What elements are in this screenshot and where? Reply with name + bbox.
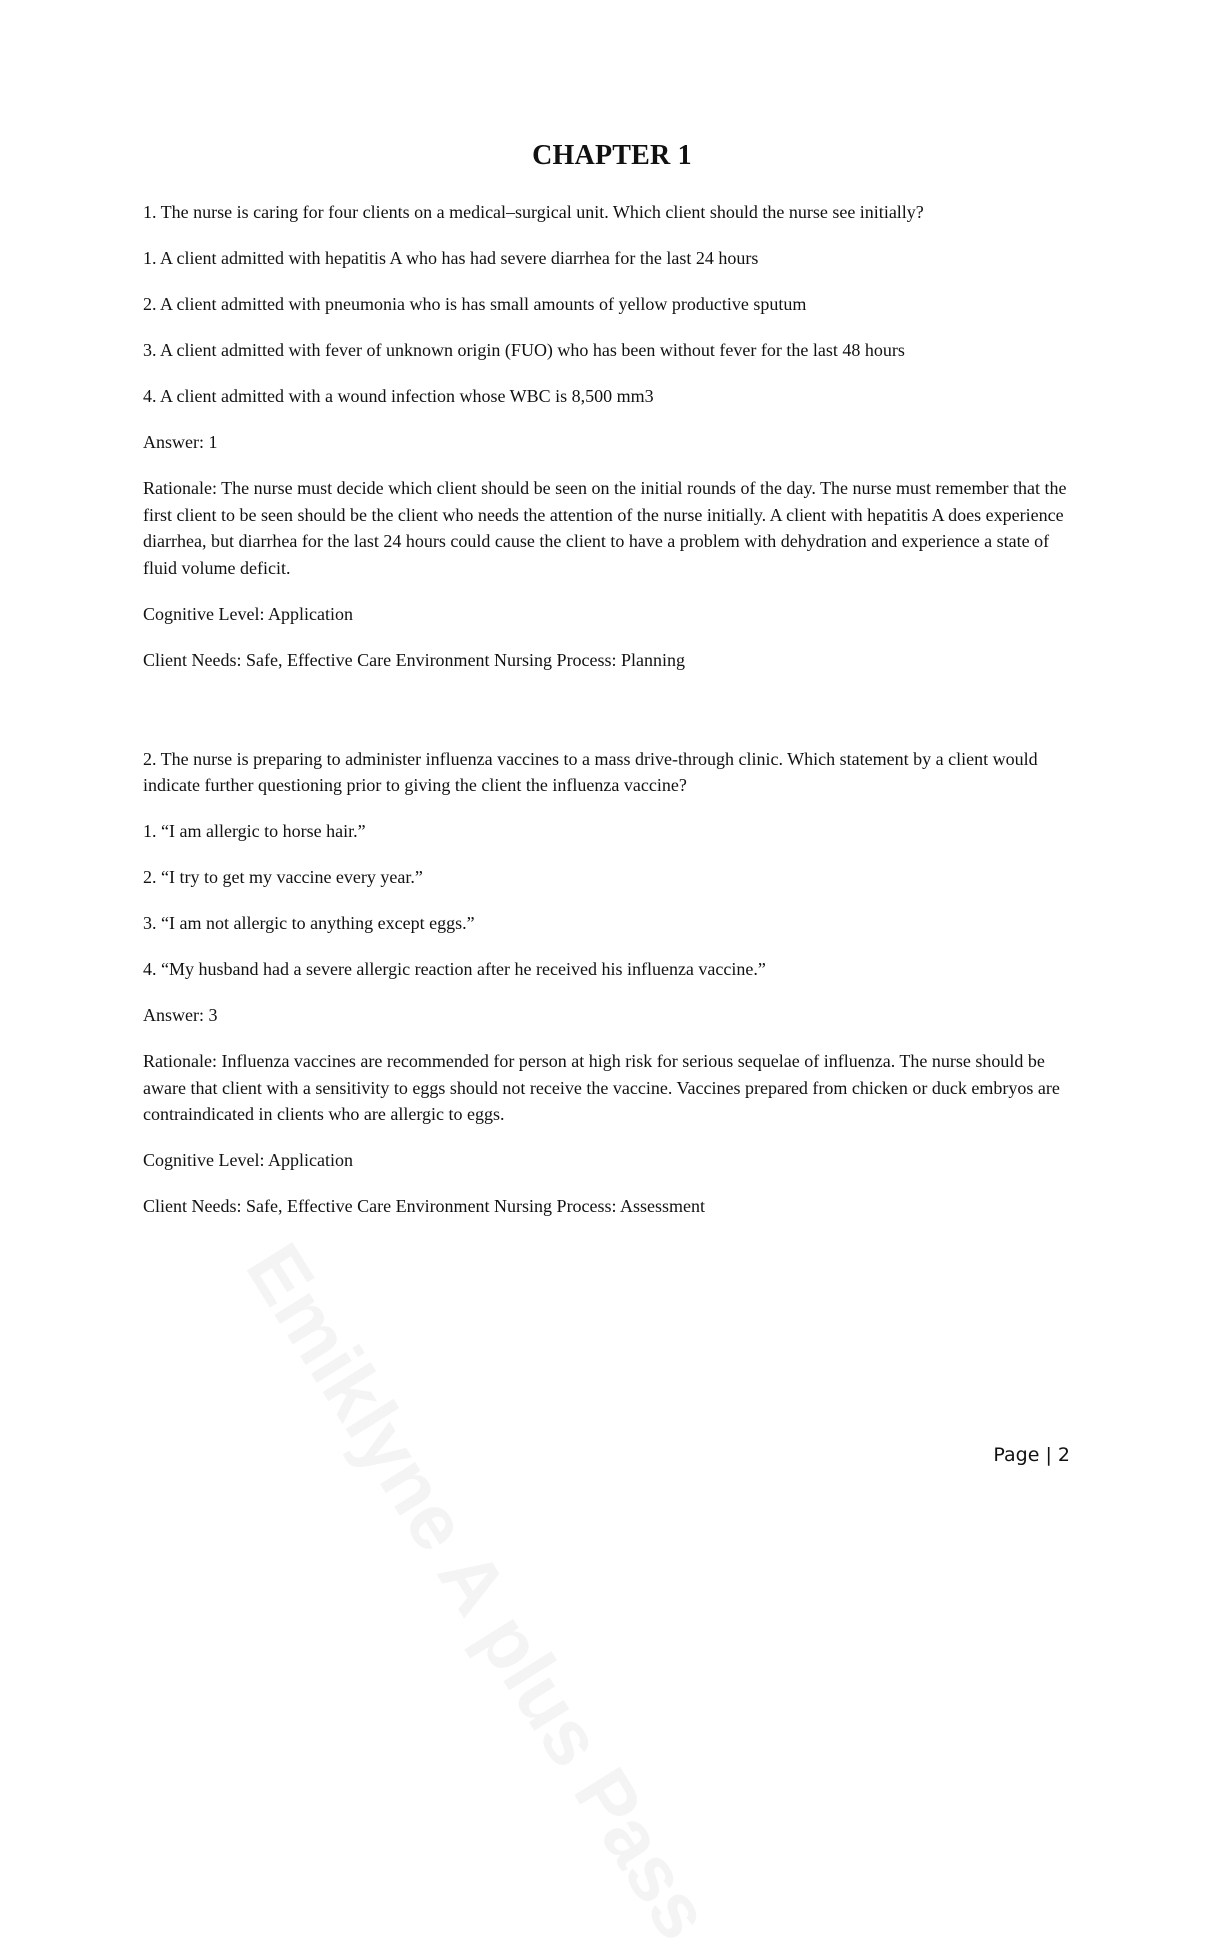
- question-1: [143, 199, 1078, 673]
- rationale: Rationale: The nurse must decide which client should be seen on the initial rounds of the day. The nurse must remember that the first client to be seen should be the client who needs the attention of the nurse initially. A client with hepatitis A does experience diarrhea, but diarrhea for the last 24 hours could cause the client to have a problem with dehydration and experience a state of fluid volume deficit.: [143, 478, 1067, 578]
- client-needs: Client Needs: Safe, Effective Care Environment Nursing Process: Planning: [143, 649, 686, 670]
- question-2: [143, 746, 1078, 1220]
- answer-key: Answer: 3: [143, 1005, 218, 1025]
- section-spacer: [143, 693, 1078, 746]
- watermark: Emiklyne A plus Pass: [229, 1228, 729, 1955]
- answer-option: 1. A client admitted with hepatitis A who has had severe diarrhea for the last 24 hours: [143, 248, 759, 268]
- question-stem: 2. The nurse is preparing to administer influenza vaccines to a mass drive-through clinic. Which statement by a client would indicate further questioning prior to giving the client the influenza vaccine?: [143, 748, 1038, 795]
- answer-option: 1. “I am allergic to horse hair.”: [143, 821, 366, 841]
- page-number: Page | 2: [993, 1444, 1070, 1466]
- client-needs: Client Needs: Safe, Effective Care Environment Nursing Process: Assessment: [143, 1196, 706, 1216]
- answer-option: 3. “I am not allergic to anything except eggs.”: [143, 913, 475, 933]
- cognitive-level: Cognitive Level: Application: [143, 1150, 353, 1170]
- document-body: [143, 199, 1078, 1239]
- answer-option: 4. “My husband had a severe allergic reaction after he received his influenza vaccine.”: [143, 959, 766, 979]
- answer-key: Answer: 1: [143, 432, 218, 452]
- rationale: Rationale: Influenza vaccines are recommended for person at high risk for serious sequelae of influenza. The nurse should be aware that client with a sensitivity to eggs should not receive the vaccine. Vaccines prepared from chicken or duck embryos are contraindicated in clients who are allergic to eggs.: [143, 1051, 1060, 1124]
- answer-option: 3. A client admitted with fever of unknown origin (FUO) who has been without fever for the last 48 hours: [143, 340, 905, 360]
- question-stem: 1. The nurse is caring for four clients on a medical–surgical unit. Which client should the nurse see initially?: [143, 202, 924, 222]
- answer-option: 4. A client admitted with a wound infection whose WBC is 8,500 mm3: [143, 386, 654, 406]
- answer-option: 2. “I try to get my vaccine every year.”: [143, 867, 423, 887]
- cognitive-level: Cognitive Level: Application: [143, 603, 353, 624]
- answer-option: 2. A client admitted with pneumonia who is has small amounts of yellow productive sputum: [143, 294, 807, 314]
- chapter-title: CHAPTER 1: [532, 140, 692, 171]
